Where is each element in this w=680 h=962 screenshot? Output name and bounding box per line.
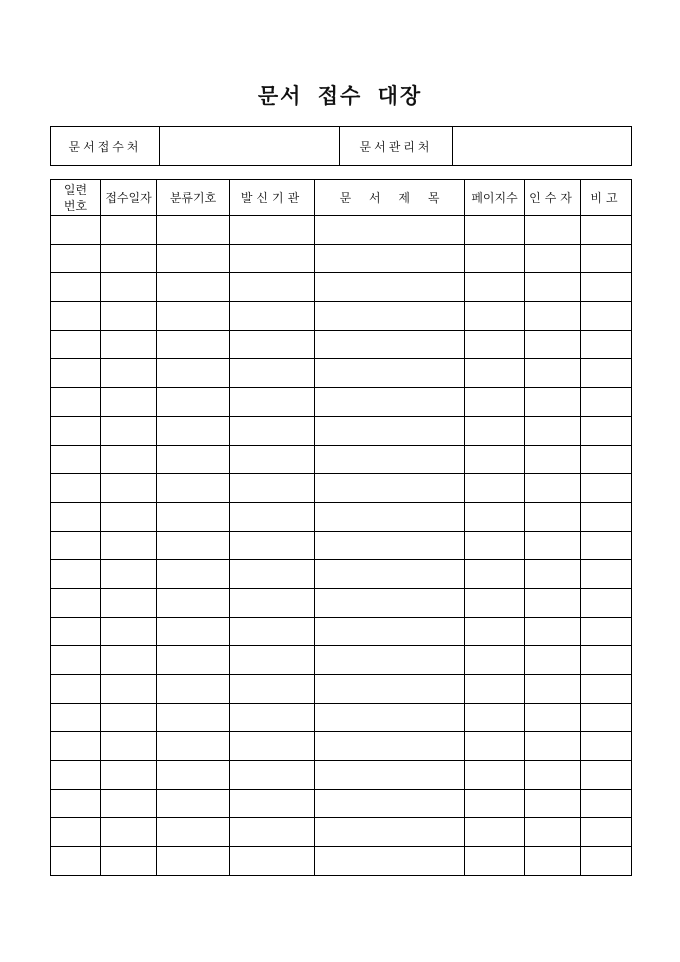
cell-receipt-date[interactable]	[101, 330, 157, 359]
cell-receipt-date[interactable]	[101, 789, 157, 818]
cell-serial-no[interactable]	[51, 588, 101, 617]
cell-remarks[interactable]	[581, 302, 632, 331]
cell-class-code[interactable]	[157, 847, 230, 876]
cell-receipt-date[interactable]	[101, 818, 157, 847]
cell-receipt-date[interactable]	[101, 560, 157, 589]
cell-serial-no[interactable]	[51, 675, 101, 704]
cell-receiver[interactable]	[525, 588, 581, 617]
cell-doc-title[interactable]	[315, 646, 465, 675]
cell-remarks[interactable]	[581, 703, 632, 732]
cell-page-count[interactable]	[465, 675, 525, 704]
cell-sender[interactable]	[230, 847, 315, 876]
cell-page-count[interactable]	[465, 732, 525, 761]
cell-receiver[interactable]	[525, 302, 581, 331]
table-row	[51, 588, 632, 617]
cell-remarks[interactable]	[581, 502, 632, 531]
cell-sender[interactable]	[230, 330, 315, 359]
cell-serial-no[interactable]	[51, 216, 101, 245]
cell-serial-no[interactable]	[51, 847, 101, 876]
cell-receiver[interactable]	[525, 732, 581, 761]
cell-serial-no[interactable]	[51, 445, 101, 474]
cell-receipt-date[interactable]	[101, 588, 157, 617]
receipt-ledger-table	[50, 179, 632, 876]
table-row	[51, 675, 632, 704]
receive-office-label: 문서접수처	[51, 127, 160, 166]
cell-doc-title[interactable]	[315, 216, 465, 245]
cell-remarks[interactable]	[581, 531, 632, 560]
cell-doc-title[interactable]	[315, 244, 465, 273]
cell-receiver[interactable]	[525, 330, 581, 359]
cell-doc-title[interactable]	[315, 761, 465, 790]
cell-page-count[interactable]	[465, 789, 525, 818]
cell-receiver[interactable]	[525, 244, 581, 273]
cell-page-count[interactable]	[465, 416, 525, 445]
column-header-receiver: 인수자	[525, 180, 581, 216]
cell-doc-title[interactable]	[315, 588, 465, 617]
cell-sender[interactable]	[230, 675, 315, 704]
cell-serial-no[interactable]	[51, 302, 101, 331]
cell-class-code[interactable]	[157, 330, 230, 359]
cell-remarks[interactable]	[581, 388, 632, 417]
cell-receiver[interactable]	[525, 359, 581, 388]
cell-receiver[interactable]	[525, 531, 581, 560]
cell-remarks[interactable]	[581, 847, 632, 876]
cell-sender[interactable]	[230, 761, 315, 790]
cell-receipt-date[interactable]	[101, 761, 157, 790]
info-table	[50, 126, 632, 166]
table-row	[51, 388, 632, 417]
cell-sender[interactable]	[230, 416, 315, 445]
ledger-body	[51, 216, 632, 876]
cell-sender[interactable]	[230, 732, 315, 761]
cell-receiver[interactable]	[525, 560, 581, 589]
cell-doc-title[interactable]	[315, 703, 465, 732]
cell-page-count[interactable]	[465, 761, 525, 790]
cell-receipt-date[interactable]	[101, 646, 157, 675]
cell-remarks[interactable]	[581, 818, 632, 847]
cell-receiver[interactable]	[525, 416, 581, 445]
cell-sender[interactable]	[230, 244, 315, 273]
cell-receipt-date[interactable]	[101, 388, 157, 417]
table-row	[51, 416, 632, 445]
table-row	[51, 646, 632, 675]
cell-class-code[interactable]	[157, 732, 230, 761]
cell-sender[interactable]	[230, 818, 315, 847]
cell-receipt-date[interactable]	[101, 732, 157, 761]
cell-serial-no[interactable]	[51, 244, 101, 273]
cell-page-count[interactable]	[465, 531, 525, 560]
cell-serial-no[interactable]	[51, 330, 101, 359]
cell-doc-title[interactable]	[315, 388, 465, 417]
cell-sender[interactable]	[230, 359, 315, 388]
cell-receiver[interactable]	[525, 847, 581, 876]
cell-doc-title[interactable]	[315, 416, 465, 445]
cell-remarks[interactable]	[581, 359, 632, 388]
cell-sender[interactable]	[230, 302, 315, 331]
cell-sender[interactable]	[230, 560, 315, 589]
cell-doc-title[interactable]	[315, 302, 465, 331]
manage-office-label: 문서관리처	[340, 127, 453, 166]
cell-class-code[interactable]	[157, 416, 230, 445]
table-row	[51, 273, 632, 302]
cell-class-code[interactable]	[157, 359, 230, 388]
cell-page-count[interactable]	[465, 847, 525, 876]
cell-class-code[interactable]	[157, 273, 230, 302]
cell-receiver[interactable]	[525, 388, 581, 417]
cell-doc-title[interactable]	[315, 818, 465, 847]
cell-receiver[interactable]	[525, 273, 581, 302]
cell-page-count[interactable]	[465, 330, 525, 359]
cell-serial-no[interactable]	[51, 502, 101, 531]
receive-office-field[interactable]	[160, 127, 340, 166]
cell-page-count[interactable]	[465, 818, 525, 847]
cell-doc-title[interactable]	[315, 474, 465, 503]
cell-class-code[interactable]	[157, 531, 230, 560]
table-row	[51, 732, 632, 761]
cell-page-count[interactable]	[465, 646, 525, 675]
cell-receipt-date[interactable]	[101, 244, 157, 273]
table-row	[51, 502, 632, 531]
cell-page-count[interactable]	[465, 588, 525, 617]
cell-class-code[interactable]	[157, 761, 230, 790]
cell-remarks[interactable]	[581, 330, 632, 359]
cell-serial-no[interactable]	[51, 646, 101, 675]
column-header-receipt-date: 접수일자	[101, 180, 157, 216]
cell-page-count[interactable]	[465, 445, 525, 474]
cell-remarks[interactable]	[581, 273, 632, 302]
cell-remarks[interactable]	[581, 244, 632, 273]
cell-serial-no[interactable]	[51, 617, 101, 646]
cell-remarks[interactable]	[581, 732, 632, 761]
cell-serial-no[interactable]	[51, 416, 101, 445]
cell-page-count[interactable]	[465, 302, 525, 331]
column-header-sender: 발신기관	[230, 180, 315, 216]
cell-page-count[interactable]	[465, 273, 525, 302]
cell-class-code[interactable]	[157, 388, 230, 417]
header-row	[51, 180, 632, 216]
cell-sender[interactable]	[230, 502, 315, 531]
cell-class-code[interactable]	[157, 789, 230, 818]
cell-receiver[interactable]	[525, 818, 581, 847]
cell-sender[interactable]	[230, 445, 315, 474]
cell-class-code[interactable]	[157, 617, 230, 646]
cell-serial-no[interactable]	[51, 703, 101, 732]
table-row	[51, 560, 632, 589]
cell-sender[interactable]	[230, 789, 315, 818]
cell-serial-no[interactable]	[51, 273, 101, 302]
cell-remarks[interactable]	[581, 474, 632, 503]
cell-page-count[interactable]	[465, 502, 525, 531]
cell-doc-title[interactable]	[315, 675, 465, 704]
table-row	[51, 302, 632, 331]
column-header-class-code: 분류기호	[157, 180, 230, 216]
table-row	[51, 818, 632, 847]
cell-class-code[interactable]	[157, 588, 230, 617]
cell-doc-title[interactable]	[315, 531, 465, 560]
cell-class-code[interactable]	[157, 302, 230, 331]
cell-serial-no[interactable]	[51, 388, 101, 417]
cell-class-code[interactable]	[157, 216, 230, 245]
cell-remarks[interactable]	[581, 617, 632, 646]
cell-class-code[interactable]	[157, 818, 230, 847]
cell-remarks[interactable]	[581, 445, 632, 474]
cell-receipt-date[interactable]	[101, 617, 157, 646]
cell-receiver[interactable]	[525, 703, 581, 732]
cell-sender[interactable]	[230, 617, 315, 646]
manage-office-field[interactable]	[453, 127, 632, 166]
column-header-doc-title: 문 서 제 목	[315, 180, 465, 216]
table-row	[51, 330, 632, 359]
cell-class-code[interactable]	[157, 646, 230, 675]
cell-receiver[interactable]	[525, 789, 581, 818]
cell-doc-title[interactable]	[315, 359, 465, 388]
cell-receiver[interactable]	[525, 675, 581, 704]
cell-serial-no[interactable]	[51, 732, 101, 761]
cell-receipt-date[interactable]	[101, 302, 157, 331]
cell-class-code[interactable]	[157, 445, 230, 474]
table-row	[51, 474, 632, 503]
cell-receipt-date[interactable]	[101, 359, 157, 388]
cell-class-code[interactable]	[157, 675, 230, 704]
cell-serial-no[interactable]	[51, 818, 101, 847]
cell-doc-title[interactable]	[315, 617, 465, 646]
cell-receiver[interactable]	[525, 502, 581, 531]
cell-remarks[interactable]	[581, 646, 632, 675]
column-header-remarks: 비고	[581, 180, 632, 216]
cell-page-count[interactable]	[465, 617, 525, 646]
table-row	[51, 761, 632, 790]
cell-remarks[interactable]	[581, 588, 632, 617]
table-row	[51, 216, 632, 245]
cell-serial-no[interactable]	[51, 359, 101, 388]
cell-receiver[interactable]	[525, 646, 581, 675]
cell-page-count[interactable]	[465, 216, 525, 245]
table-row	[51, 244, 632, 273]
cell-page-count[interactable]	[465, 244, 525, 273]
cell-receipt-date[interactable]	[101, 416, 157, 445]
cell-receipt-date[interactable]	[101, 502, 157, 531]
cell-receipt-date[interactable]	[101, 675, 157, 704]
cell-sender[interactable]	[230, 646, 315, 675]
cell-sender[interactable]	[230, 588, 315, 617]
table-row	[51, 703, 632, 732]
table-row	[51, 531, 632, 560]
cell-serial-no[interactable]	[51, 531, 101, 560]
cell-page-count[interactable]	[465, 474, 525, 503]
cell-receipt-date[interactable]	[101, 847, 157, 876]
cell-sender[interactable]	[230, 474, 315, 503]
table-row	[51, 359, 632, 388]
cell-doc-title[interactable]	[315, 847, 465, 876]
cell-class-code[interactable]	[157, 560, 230, 589]
table-row	[51, 789, 632, 818]
cell-doc-title[interactable]	[315, 445, 465, 474]
cell-page-count[interactable]	[465, 560, 525, 589]
cell-receiver[interactable]	[525, 617, 581, 646]
cell-sender[interactable]	[230, 216, 315, 245]
cell-doc-title[interactable]	[315, 330, 465, 359]
table-row	[51, 617, 632, 646]
cell-remarks[interactable]	[581, 789, 632, 818]
page-title: 문서 접수 대장	[257, 83, 423, 108]
cell-class-code[interactable]	[157, 703, 230, 732]
cell-receipt-date[interactable]	[101, 703, 157, 732]
cell-serial-no[interactable]	[51, 761, 101, 790]
cell-doc-title[interactable]	[315, 273, 465, 302]
cell-receipt-date[interactable]	[101, 531, 157, 560]
cell-doc-title[interactable]	[315, 732, 465, 761]
cell-doc-title[interactable]	[315, 502, 465, 531]
cell-doc-title[interactable]	[315, 789, 465, 818]
cell-remarks[interactable]	[581, 675, 632, 704]
cell-receiver[interactable]	[525, 474, 581, 503]
cell-sender[interactable]	[230, 703, 315, 732]
cell-receipt-date[interactable]	[101, 273, 157, 302]
cell-remarks[interactable]	[581, 560, 632, 589]
cell-receipt-date[interactable]	[101, 216, 157, 245]
cell-sender[interactable]	[230, 388, 315, 417]
cell-receiver[interactable]	[525, 761, 581, 790]
cell-class-code[interactable]	[157, 474, 230, 503]
cell-class-code[interactable]	[157, 502, 230, 531]
cell-page-count[interactable]	[465, 703, 525, 732]
cell-sender[interactable]	[230, 531, 315, 560]
cell-remarks[interactable]	[581, 216, 632, 245]
cell-remarks[interactable]	[581, 416, 632, 445]
cell-page-count[interactable]	[465, 388, 525, 417]
cell-serial-no[interactable]	[51, 560, 101, 589]
cell-page-count[interactable]	[465, 359, 525, 388]
column-header-serial-no: 일련 번호	[51, 180, 101, 216]
cell-serial-no[interactable]	[51, 789, 101, 818]
cell-remarks[interactable]	[581, 761, 632, 790]
cell-receiver[interactable]	[525, 216, 581, 245]
cell-receipt-date[interactable]	[101, 474, 157, 503]
cell-receiver[interactable]	[525, 445, 581, 474]
cell-doc-title[interactable]	[315, 560, 465, 589]
cell-serial-no[interactable]	[51, 474, 101, 503]
column-header-page-count: 페이지수	[465, 180, 525, 216]
cell-sender[interactable]	[230, 273, 315, 302]
cell-receipt-date[interactable]	[101, 445, 157, 474]
table-row	[51, 445, 632, 474]
cell-class-code[interactable]	[157, 244, 230, 273]
table-row	[51, 847, 632, 876]
